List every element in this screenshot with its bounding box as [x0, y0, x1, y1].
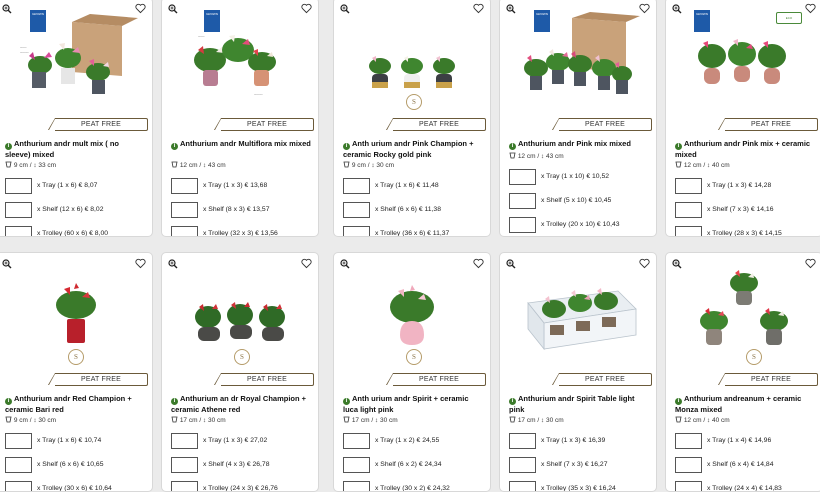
brand-seal: S [746, 349, 762, 365]
order-row-shelf: x Shelf (7 x 3) € 16,27 [509, 457, 654, 475]
product-size: 17 cm / ↕ 30 cm [509, 416, 564, 424]
order-row-shelf: x Shelf (12 x 6) € 8,02 [5, 202, 150, 220]
order-row-tray: x Tray (1 x 6) € 8,07 [5, 178, 150, 196]
pot-icon [5, 416, 12, 423]
order-rows [171, 433, 316, 492]
pot-icon [675, 416, 682, 423]
order-rows [509, 169, 654, 237]
quantity-input[interactable] [5, 481, 32, 492]
quantity-input[interactable] [171, 202, 198, 218]
brand-seal: S [406, 94, 422, 110]
order-row-trolley: x Trolley (35 x 3) € 16,24 [509, 481, 654, 492]
product-card[interactable] [665, 252, 820, 492]
quantity-input[interactable] [5, 202, 32, 218]
order-row-tray: x Tray (1 x 4) € 14,96 [675, 433, 820, 451]
quantity-input[interactable] [5, 226, 32, 237]
product-name[interactable]: i Anthurium andr Multiflora mix mixed [171, 139, 311, 150]
order-row-tray: x Tray (1 x 3) € 16,39 [509, 433, 654, 451]
product-image[interactable] [348, 265, 478, 367]
order-rows [343, 433, 488, 492]
quantity-input[interactable] [171, 178, 198, 194]
quantity-input[interactable] [171, 457, 198, 473]
peat-free-badge: PEAT FREE [559, 373, 652, 386]
product-size: 12 cm / ↕ 43 cm [171, 161, 226, 169]
peat-free-badge: PEAT FREE [221, 373, 314, 386]
product-name[interactable]: i Anth urium andr Pink Champion + ceramic Rocky gold pink [343, 139, 474, 159]
order-row-trolley: x Trolley (60 x 6) € 8,00 [5, 226, 150, 237]
order-rows [5, 178, 150, 237]
quantity-input[interactable] [343, 178, 370, 194]
quantity-input[interactable] [5, 178, 32, 194]
order-row-trolley: x Trolley (28 x 3) € 14,15 [675, 226, 820, 237]
info-icon[interactable]: i [509, 143, 516, 150]
quantity-input[interactable] [171, 433, 198, 449]
product-image[interactable] [176, 10, 306, 112]
order-row-tray: x Tray (1 x 2) € 24,55 [343, 433, 488, 451]
product-image[interactable] [680, 265, 810, 367]
product-size: 12 cm / ↕ 40 cm [675, 416, 730, 424]
quantity-input[interactable] [343, 481, 370, 492]
product-card[interactable] [161, 252, 319, 492]
quantity-input[interactable] [675, 178, 702, 194]
product-name[interactable]: i Anthurium andr mult mix ( no sleeve) mixed [5, 139, 119, 159]
quantity-input[interactable] [509, 169, 536, 185]
product-name[interactable]: i Anthurium andr Spirit Table light pink [509, 394, 635, 414]
info-icon[interactable]: i [675, 143, 682, 150]
brand-logo: GROWN [534, 10, 550, 32]
peat-free-badge: PEAT FREE [55, 373, 148, 386]
quantity-input[interactable] [343, 226, 370, 237]
quantity-input[interactable] [509, 433, 536, 449]
order-row-shelf: x Shelf (6 x 4) € 14,84 [675, 457, 820, 475]
peat-free-badge: PEAT FREE [559, 118, 652, 131]
order-row-shelf: x Shelf (6 x 6) € 10,65 [5, 457, 150, 475]
order-row-shelf: x Shelf (5 x 10) € 10,45 [509, 193, 654, 211]
product-image[interactable] [514, 265, 644, 367]
product-card[interactable] [161, 0, 319, 237]
pot-icon [509, 416, 516, 423]
product-image[interactable] [10, 265, 140, 367]
brand-seal: S [68, 349, 84, 365]
pot-icon [171, 161, 178, 168]
peat-free-badge: PEAT FREE [221, 118, 314, 131]
quantity-input[interactable] [675, 433, 702, 449]
quantity-input[interactable] [675, 457, 702, 473]
peat-free-badge: PEAT FREE [393, 373, 486, 386]
order-row-tray: x Tray (1 x 6) € 11,48 [343, 178, 488, 196]
peat-free-badge: PEAT FREE [725, 373, 818, 386]
peat-free-badge: PEAT FREE [725, 118, 818, 131]
order-row-tray: x Tray (1 x 6) € 10,74 [5, 433, 150, 451]
order-row-shelf: x Shelf (8 x 3) € 13,57 [171, 202, 316, 220]
order-row-tray: x Tray (1 x 10) € 10,52 [509, 169, 654, 187]
peat-free-badge: PEAT FREE [55, 118, 148, 131]
quantity-input[interactable] [675, 481, 702, 492]
brand-logo: GROWN [204, 10, 220, 32]
product-card[interactable] [333, 252, 491, 492]
quantity-input[interactable] [171, 481, 198, 492]
order-rows [343, 178, 488, 237]
order-row-tray: x Tray (1 x 3) € 27,02 [171, 433, 316, 451]
quantity-input[interactable] [343, 457, 370, 473]
brand-script: ~~~ ~~~~ [20, 45, 29, 55]
product-image[interactable] [176, 265, 306, 367]
brand-logo: GROWN [30, 10, 46, 32]
peat-free-badge: PEAT FREE [393, 118, 486, 131]
order-row-tray: x Tray (1 x 3) € 13,68 [171, 178, 316, 196]
quantity-input[interactable] [5, 433, 32, 449]
pot-icon [5, 161, 12, 168]
product-name[interactable]: i Anthurium andr Red Champion + ceramic Bari red [5, 394, 132, 414]
quantity-input[interactable] [509, 193, 536, 209]
product-card[interactable] [665, 0, 820, 237]
pot-icon [171, 416, 178, 423]
product-card[interactable] [0, 252, 153, 492]
product-name[interactable]: i Anthurium andr Pink mix mixed [509, 139, 649, 150]
product-size: 12 cm / ↕ 40 cm [675, 161, 730, 169]
info-icon[interactable]: i [675, 398, 682, 405]
order-row-tray: x Tray (1 x 3) € 14,28 [675, 178, 820, 196]
order-rows [675, 178, 820, 237]
quantity-input[interactable] [675, 226, 702, 237]
order-row-shelf: x Shelf (7 x 3) € 14,16 [675, 202, 820, 220]
product-size: 17 cm / ↕ 30 cm [171, 416, 226, 424]
product-name[interactable]: i Anthurium andr Pink mix + ceramic mixed [675, 139, 811, 159]
order-rows [509, 433, 654, 492]
product-size: 9 cm / ↕ 30 cm [343, 161, 394, 169]
brand-seal: S [406, 349, 422, 365]
order-row-trolley: x Trolley (30 x 2) € 24,32 [343, 481, 488, 492]
product-card[interactable] [0, 0, 153, 237]
order-row-trolley: x Trolley (36 x 6) € 11,37 [343, 226, 488, 237]
quantity-input[interactable] [509, 457, 536, 473]
pot-icon [343, 161, 350, 168]
quantity-input[interactable] [343, 202, 370, 218]
order-row-trolley: x Trolley (20 x 10) € 10,43 [509, 217, 654, 235]
quantity-input[interactable] [675, 202, 702, 218]
quantity-input[interactable] [343, 433, 370, 449]
product-card[interactable] [499, 0, 657, 237]
brand-logo: GROWN [694, 10, 710, 32]
info-icon[interactable]: i [5, 143, 12, 150]
product-card[interactable] [499, 252, 657, 492]
info-icon[interactable]: i [5, 398, 12, 405]
info-icon[interactable]: i [343, 398, 350, 405]
product-size: 12 cm / ↕ 43 cm [509, 152, 564, 160]
product-image[interactable] [680, 10, 810, 112]
product-name[interactable]: i Anth urium andr Spirit + ceramic luca light pink [343, 394, 469, 414]
order-row-shelf: x Shelf (6 x 2) € 24,34 [343, 457, 488, 475]
quantity-input[interactable] [509, 217, 536, 233]
info-icon[interactable]: i [343, 143, 350, 150]
order-row-trolley: x Trolley (24 x 4) € 14,83 [675, 481, 820, 492]
product-card[interactable] [333, 0, 491, 237]
product-name[interactable]: i Anthurium an dr Royal Champion + ceramic Athene red [171, 394, 307, 414]
order-rows [675, 433, 820, 492]
product-image[interactable] [514, 10, 644, 112]
product-image[interactable] [10, 10, 140, 112]
product-name[interactable]: i Anthurium andreanum + ceramic Monza mixed [675, 394, 802, 414]
product-size: 9 cm / ↕ 30 cm [5, 416, 56, 424]
order-row-trolley: x Trolley (24 x 3) € 26,76 [171, 481, 316, 492]
eco-logo: ECO [776, 12, 802, 24]
info-icon[interactable]: i [171, 398, 178, 405]
order-rows [5, 433, 150, 492]
quantity-input[interactable] [509, 481, 536, 492]
quantity-input[interactable] [5, 457, 32, 473]
info-icon[interactable]: i [171, 143, 178, 150]
pot-icon [675, 161, 682, 168]
order-row-trolley: x Trolley (32 x 3) € 13,56 [171, 226, 316, 237]
info-icon[interactable]: i [509, 398, 516, 405]
order-row-trolley: x Trolley (30 x 6) € 10,64 [5, 481, 150, 492]
product-size: 17 cm / ↕ 30 cm [343, 416, 398, 424]
brand-seal: S [234, 349, 250, 365]
brand-script: ~~~~ [254, 92, 263, 97]
order-row-shelf: x Shelf (4 x 3) € 26,78 [171, 457, 316, 475]
quantity-input[interactable] [171, 226, 198, 237]
pot-icon [343, 416, 350, 423]
pot-icon [509, 152, 516, 159]
product-image[interactable] [348, 10, 478, 112]
product-size: 9 cm / ↕ 33 cm [5, 161, 56, 169]
brand-script: ~~~ [198, 34, 205, 39]
order-row-shelf: x Shelf (6 x 6) € 11,38 [343, 202, 488, 220]
order-rows [171, 178, 316, 237]
